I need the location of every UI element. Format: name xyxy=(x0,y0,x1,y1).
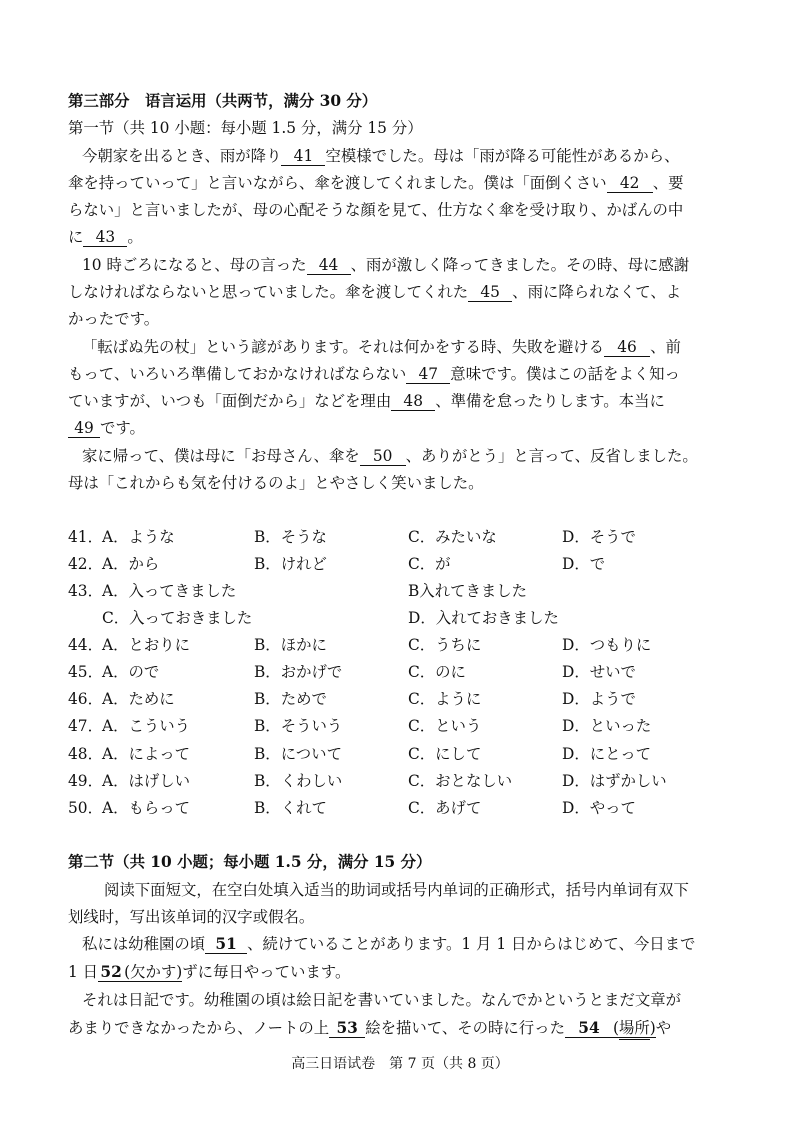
option-c: C．あげて xyxy=(408,799,482,817)
option-a: A．もらって xyxy=(102,799,191,817)
word-basho: 場所 xyxy=(619,1019,650,1040)
option-a: A．こういう xyxy=(102,717,191,735)
passage-line: ていますが、いつも「面倒だから」などを理由 48 、準備を怠ったりします。本当に xyxy=(68,392,665,410)
option-b: B．くわしい xyxy=(254,772,343,790)
passage-line: らない」と言いましたが、母の心配そうな顔を見て、仕方なく傘を受け取り、かばんの中 xyxy=(68,201,684,219)
blank-51: 51 xyxy=(205,935,247,954)
blank-50: 50 xyxy=(360,447,406,466)
passage-line: もって、いろいろ準備しておかなければならない 47 意味です。僕はこの話をよく知っ xyxy=(68,365,680,383)
option-c: C．おとなしい xyxy=(408,772,513,790)
blank-47: 47 xyxy=(406,365,450,384)
option-d: D．ようで xyxy=(562,690,636,708)
passage-line: 10 時ごろになると、母の言った 44 、雨が激しく降ってきました。その時、母に感謝 xyxy=(82,256,690,274)
blank-46: 46 xyxy=(604,338,650,357)
passage-line: 今朝家を出るとき、雨が降り 41 空模様でした。母は「雨が降る可能性があるから、 xyxy=(82,147,680,165)
option-b: B．けれど xyxy=(254,555,327,573)
passage-line: 家に帰って、僕は母に「お母さん、傘を 50 、ありがとう」と言って、反省しました。 xyxy=(82,447,698,465)
blank-44: 44 xyxy=(307,256,351,275)
section2-title: 第二节（共 10 小题；每小题 1.5 分，满分 15 分） xyxy=(68,853,432,871)
passage-line: 1 日 52 (欠かす)ずに毎日やっています。 xyxy=(68,963,351,981)
option-a: A．とおりに xyxy=(102,636,191,654)
passage-line: 「転ばぬ先の杖」という諺があります。それは何かをする時、失敗を避ける 46 、前 xyxy=(82,338,681,356)
option-d: D．にとって xyxy=(562,745,651,763)
option-c: C．入っておきました xyxy=(102,609,253,627)
section1-title: 第一节（共 10 小题：每小题 1.5 分，满分 15 分） xyxy=(68,119,423,137)
section2-instructions: 划线时，写出该单词的汉字或假名。 xyxy=(68,908,315,926)
option-d: D．はずかしい xyxy=(562,772,667,790)
blank-43: 43 xyxy=(83,228,127,247)
blank-49: 49 xyxy=(68,419,100,438)
blank-41: 41 xyxy=(281,147,325,166)
passage-line: 傘を持っていって」と言いながら、傘を渡してくれました。僕は「面倒くさい 42 、要 xyxy=(68,174,684,192)
option-b: B．について xyxy=(254,745,342,763)
option-c: C．みたいな xyxy=(408,528,497,546)
option-c: C．が xyxy=(408,555,451,573)
option-b: B．そういう xyxy=(254,717,343,735)
section2-instructions: 阅读下面短文，在空白处填入适当的助词或括号内单词的正确形式，括号内单词有双下 xyxy=(104,881,689,899)
option-a: A．から xyxy=(102,555,160,573)
passage-line: 母は「これからも気を付けるのよ」とやさしく笑いました。 xyxy=(68,474,484,492)
blank-48: 48 xyxy=(391,392,435,411)
option-b: B．そうな xyxy=(254,528,327,546)
passage-line: 49 です。 xyxy=(68,417,145,439)
option-d: D．といった xyxy=(562,717,652,735)
option-d: D．つもりに xyxy=(562,636,652,654)
part-title: 第三部分 语言运用（共两节，满分 30 分） xyxy=(68,92,378,110)
option-d: D．そうで xyxy=(562,528,636,546)
blank-45: 45 xyxy=(468,283,512,302)
option-c: C．という xyxy=(408,717,482,735)
option-d: D．で xyxy=(562,555,606,573)
passage-line: それは日記です。幼稚園の頃は絵日記を書いていました。なんでかというとまだ文章が xyxy=(82,991,682,1009)
option-a: A．によって xyxy=(102,745,191,763)
option-a: A．ので xyxy=(102,663,160,681)
option-a: A．ために xyxy=(102,690,175,708)
option-c: C．ように xyxy=(408,690,482,708)
option-b: B．ほかに xyxy=(254,636,327,654)
option-b: B．おかげで xyxy=(254,663,343,681)
word-kakasu: (欠かす) xyxy=(124,963,183,981)
blank-53: 53 xyxy=(329,1019,365,1038)
option-a: A．はげしい xyxy=(102,772,191,790)
option-b: B入れてきました xyxy=(408,582,528,600)
option-d: D．入れておきました xyxy=(408,609,559,627)
option-a: A．入ってきました xyxy=(102,582,237,600)
page-footer: 高三日语试卷 第 7 页（共 8 页） xyxy=(291,1056,509,1072)
option-c: C．にして xyxy=(408,745,482,763)
blank-42: 42 xyxy=(607,174,653,193)
passage-line: 私には幼稚園の頃 51 、続けていることがあります。1 月 1 日からはじめて、今日まで xyxy=(82,935,696,953)
option-c: C．うちに xyxy=(408,636,482,654)
option-b: B．くれて xyxy=(254,799,327,817)
exam-page: 第三部分 语言运用（共两节，满分 30 分） 第一节（共 10 小题：每小题 1.5 分，满分 15 分） 今朝家を出るとき、雨が降り 41 空模様でした。母は「雨が降る可能性があるから、 傘を持っていって」と言いながら、傘を渡してくれました。僕は「面倒くさい 42 、要 らない」と言いましたが、母の心配そうな顔を見て、仕方なく傘を受け取り、かばんの中 に 43 。 10 時ごろになると、母の言った 44 、雨が激しく降ってきました。その時、母に感謝 しなければならないと思っていました。傘を渡してくれた 45 、雨に降られなくて、よ かったです。 「転ばぬ先の杖」という諺があります。それは何かをする時、失敗を避ける 46 、前 もって、いろいろ準備しておかなければならない 47 意味です。僕はこの話をよく知っ ていますが、いつも「面倒だから」などを理由 48 、準備を怠ったりします。本当に 49 です。 家に帰って、僕は母に「お母さん、傘を 50 、ありがとう」と言って、反省しました。 母は「これからも気を付けるのよ」とやさしく笑いました。 41． A．ような B．そうな C．みたいな D．そうで 42． A．から B．けれど C．が D．で 43． A．入ってきました B入れてきました C．入っておきました D．入れておきました 44． A．とおりに B．ほかに C．うちに D．つもりに 45． A．ので B．おかげで C．のに D．せいで 46． A．ために B．ためで C．ように D．ようで 47． A．こういう B．そういう C．という D．といった 48． A．によって B．について C．にして D．にとって 49． A．はげしい B．くわしい C．おとなしい D．はずかしい 50． A．もらって B．くれて C．あげて D．やって 第二节（共 10 小题；每小题 1.5 分，满分 15 分） 阅读下面短文，在空白处填入适当的助词或括号内单词的正确形式，括号内单词有双下 划线时，写出该单词的汉字或假名。 私には幼稚園の頃 51 、続けていることがあります。1 月 1 日からはじめて、今日まで 1 日 52 (欠かす)ずに毎日やっています。 それは日記です。幼稚園の頃は絵日記を書いていました。なんでかというとまだ文章が あまりできなかったから、ノートの上 53 絵を描いて、その時に行った 54 (場所)や 高三日语试卷 第 7 页（共 8 页） xyxy=(0,0,800,1132)
blank-52: 52 xyxy=(98,963,124,982)
option-a: A．ような xyxy=(102,528,175,546)
blank-54: 54 xyxy=(565,1019,613,1038)
option-d: D．せいで xyxy=(562,663,636,681)
option-d: D．やって xyxy=(562,799,636,817)
passage-line: かったです。 xyxy=(68,310,160,328)
passage-line: しなければならないと思っていました。傘を渡してくれた 45 、雨に降られなくて、よ xyxy=(68,283,682,301)
option-c: C．のに xyxy=(408,663,466,681)
passage-line: あまりできなかったから、ノートの上 53 絵を描いて、その時に行った 54 (場所)や xyxy=(68,1017,671,1039)
passage-line: に 43 。 xyxy=(68,228,143,246)
option-b: B．ためで xyxy=(254,690,327,708)
